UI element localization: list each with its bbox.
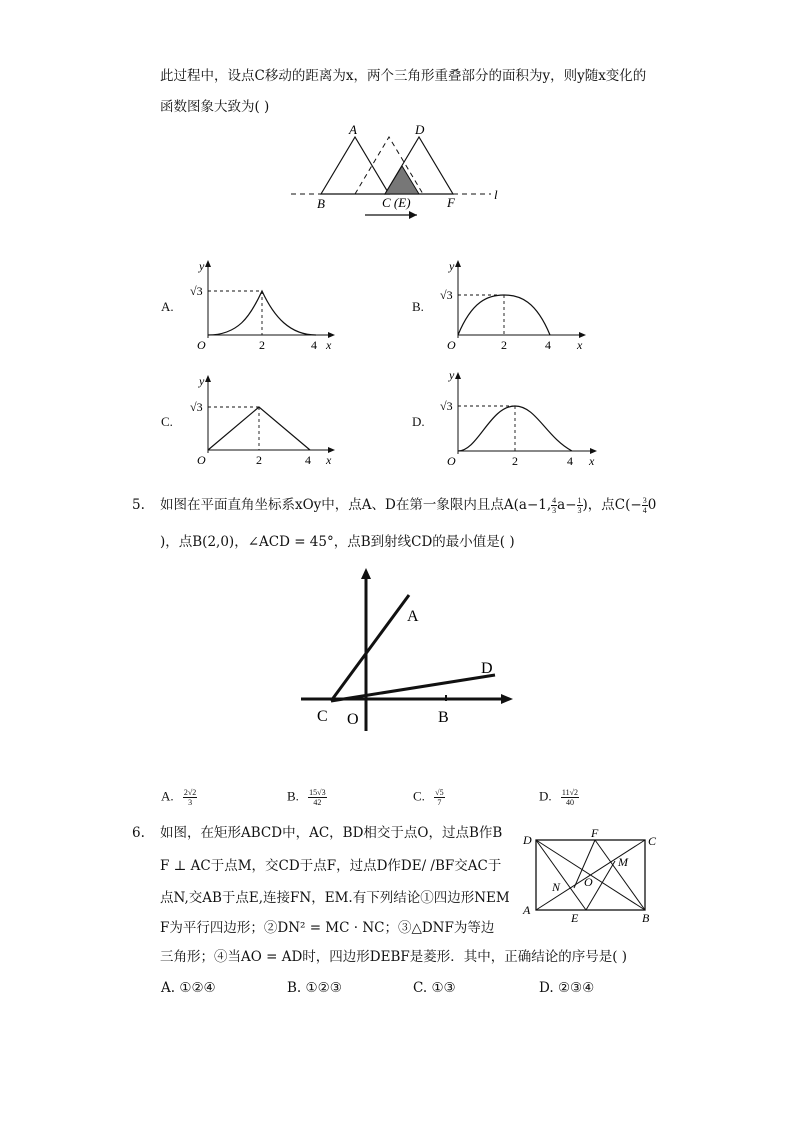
frac-3-4: $\frac{3}{4}$ (642, 496, 647, 515)
q5-option-c[interactable]: C. $\frac{√5}{7}$ (413, 788, 444, 807)
x-arrow-icon (501, 694, 513, 704)
q4-option-a-label[interactable]: A. (161, 299, 174, 314)
ray-cd (331, 675, 495, 701)
svg-text:O: O (447, 338, 456, 352)
q4-option-c-label[interactable]: C. (161, 414, 173, 429)
q4-option-d-graph (428, 365, 603, 470)
y-arrow-icon (361, 568, 371, 579)
frac-1-3: $\frac{1}{3}$ (577, 496, 582, 515)
svg-text:x: x (577, 338, 583, 352)
frac-4-3: $\frac{4}{3}$ (552, 496, 557, 515)
q6-line-4: F为平行四边形；②DN² = MC · NC；③△DNF为等边 (160, 920, 495, 936)
svg-text:C: C (317, 708, 328, 725)
svg-text:2: 2 (501, 338, 507, 352)
svg-text:√3: √3 (190, 284, 203, 298)
q5-number: 5. (132, 497, 145, 513)
svg-text:A: A (523, 903, 531, 917)
svg-text:x: x (326, 453, 332, 467)
svg-text:O: O (197, 453, 206, 467)
svg-text:O: O (347, 711, 359, 728)
q6-line-3: 点N,交AB于点E,连接FN，EM.有下列结论①四边形NEM (160, 890, 510, 906)
svg-text:4: 4 (545, 338, 551, 352)
q6-number: 6. (132, 825, 145, 841)
y-arrow-icon (205, 375, 211, 382)
svg-text:√3: √3 (440, 288, 453, 302)
q4-stem-line1: 此过程中，设点C移动的距离为x，两个三角形重叠部分的面积为y，则y随x变化的 (160, 68, 647, 84)
svg-text:O: O (584, 875, 593, 889)
svg-text:D: D (523, 833, 532, 847)
overlap-region (385, 166, 419, 194)
svg-text:y: y (449, 368, 455, 382)
svg-text:√3: √3 (440, 399, 453, 413)
svg-text:2: 2 (259, 338, 265, 352)
label-c-e: C (E) (382, 195, 411, 210)
q4-triangle-figure (285, 120, 505, 220)
segment-de (536, 840, 586, 910)
label-b: B (317, 196, 325, 211)
y-arrow-icon (455, 372, 461, 379)
q6-rectangle-figure (518, 822, 663, 928)
svg-text:E: E (571, 911, 579, 925)
q4-option-d-label[interactable]: D. (412, 414, 425, 429)
label-l: l (494, 187, 498, 202)
q6-line-1: 如图，在矩形ABCD中，AC，BD相交于点O，过点B作B (160, 825, 503, 841)
svg-text:2: 2 (512, 454, 518, 468)
y-arrow-icon (455, 260, 461, 267)
svg-text:√3: √3 (190, 400, 203, 414)
q4-option-c-graph (180, 370, 340, 470)
svg-text:x: x (589, 454, 595, 468)
svg-text:D: D (481, 660, 493, 677)
svg-text:2: 2 (256, 453, 262, 467)
svg-text:B: B (642, 911, 650, 925)
q6-option-c[interactable]: C. ①③ (413, 980, 456, 996)
q6-option-b[interactable]: B. ①②③ (287, 980, 342, 996)
svg-text:4: 4 (305, 453, 311, 467)
svg-text:A: A (407, 608, 419, 625)
q6-option-a[interactable]: A. ①②④ (161, 980, 216, 996)
label-a: A (349, 122, 357, 137)
label-f: F (447, 195, 455, 210)
svg-text:C: C (648, 834, 657, 848)
svg-text:B: B (438, 709, 449, 726)
q4-option-a-graph (180, 255, 340, 355)
q5-stem-line2: )，点B(2,0)，∠ACD = 45°，点B到射线CD的最小值是( ) (160, 534, 515, 550)
q6-option-d[interactable]: D. ②③④ (539, 980, 595, 996)
svg-text:y: y (199, 259, 205, 273)
q4-option-b-graph (428, 255, 593, 355)
segment-bf (595, 840, 645, 910)
q5-stem-line1: 如图在平面直角坐标系xOy中，点A、D在第一象限内且点A(a−1, $\frac{4}{3}$ a− $\frac{1}{3}$ )，点C(− $\frac{3}{4}$ 0 (160, 496, 657, 515)
q5-option-b[interactable]: B. $\frac{15√3}{42}$ (287, 788, 326, 807)
svg-text:O: O (197, 338, 206, 352)
svg-text:O: O (447, 454, 456, 468)
svg-text:x: x (326, 338, 332, 352)
arrow-head-icon (409, 211, 417, 219)
ray-ca (331, 595, 409, 701)
svg-text:4: 4 (567, 454, 573, 468)
q5-figure (295, 563, 520, 738)
svg-text:F: F (591, 826, 599, 840)
q6-line-2: F ⊥ AC于点M，交CD于点F，过点D作DE/ /BF交AC于 (160, 858, 502, 874)
q4-option-b-label[interactable]: B. (412, 299, 424, 314)
q6-line-5: 三角形；④当AO = AD时，四边形DEBF是菱形．其中，正确结论的序号是( ) (160, 949, 628, 965)
y-arrow-icon (205, 260, 211, 267)
q5-option-a[interactable]: A. $\frac{2√2}{3}$ (161, 788, 197, 807)
svg-text:y: y (199, 374, 205, 388)
triangle-abc (321, 137, 389, 194)
svg-text:M: M (618, 855, 628, 869)
svg-text:4: 4 (311, 338, 317, 352)
svg-text:N: N (552, 880, 561, 894)
q4-stem-line2: 函数图象大致为( ) (160, 99, 270, 115)
label-d: D (415, 122, 425, 137)
svg-text:y: y (449, 259, 455, 273)
q5-option-d[interactable]: D. $\frac{11√2}{40}$ (539, 788, 578, 807)
